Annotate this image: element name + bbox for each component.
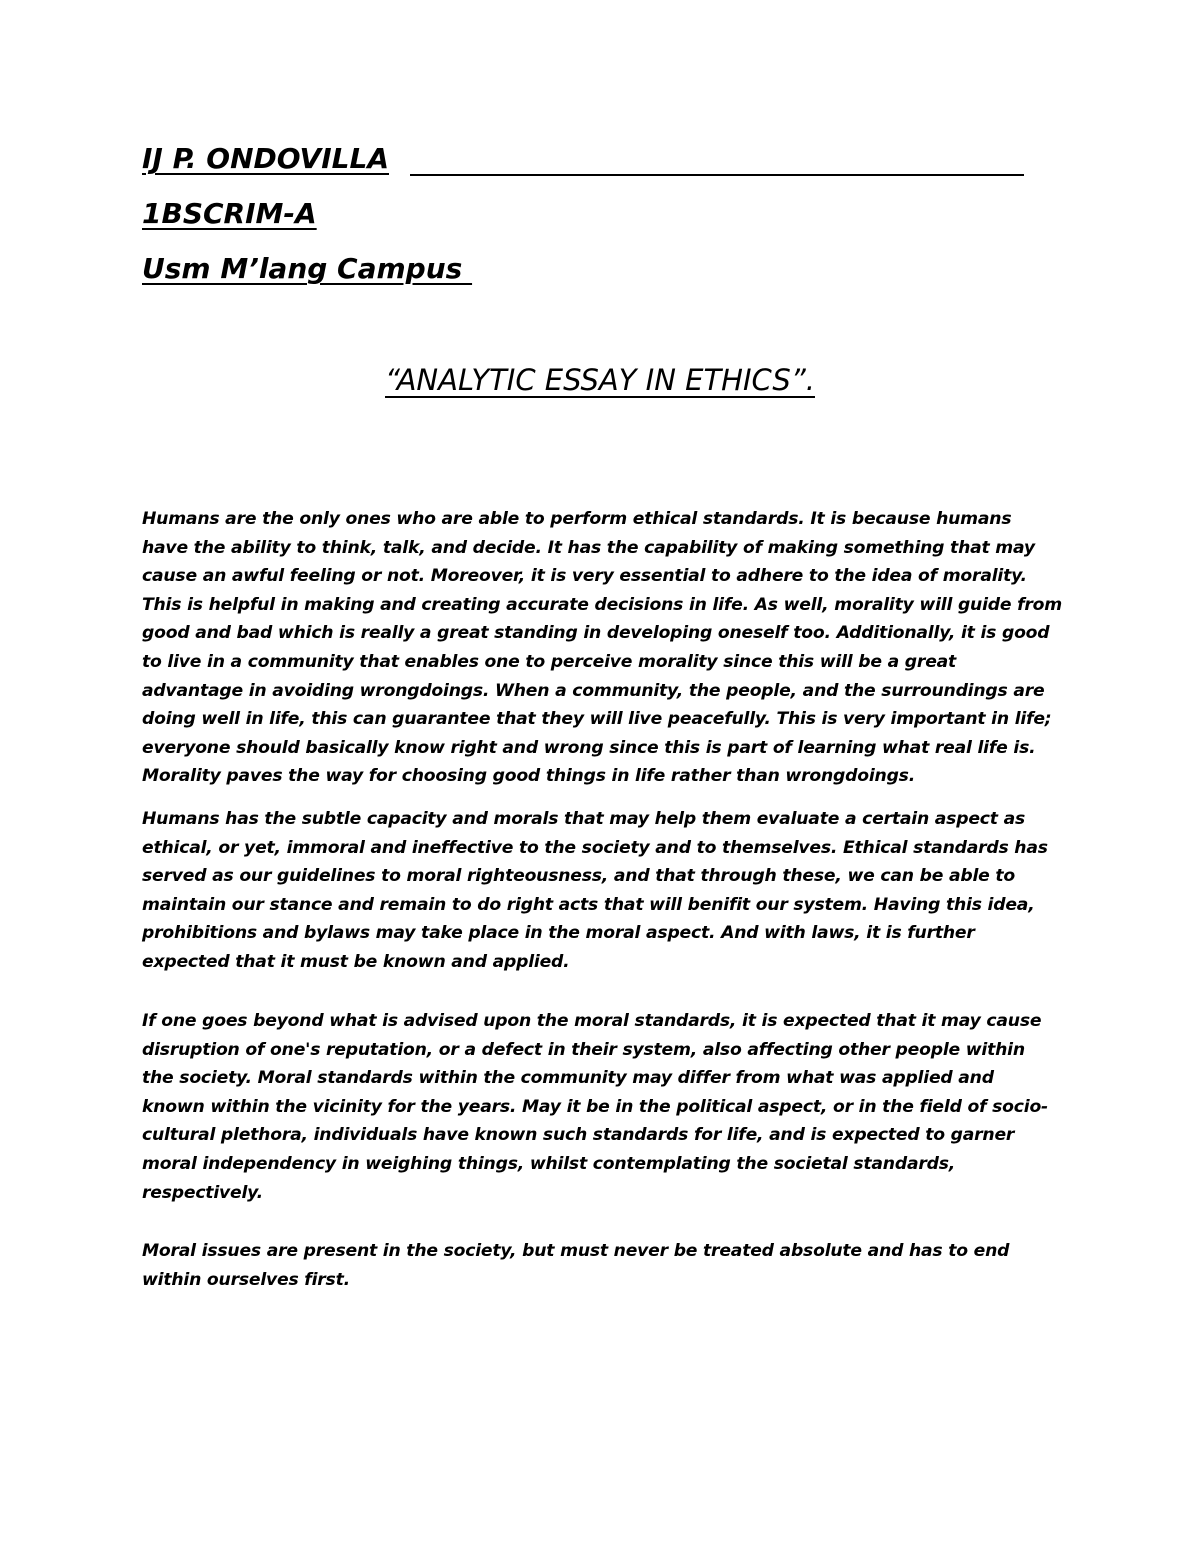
essay-paragraph-4: Moral issues are present in the society, but must never be treated absolute and has to end within ourselves first. <box>142 1241 1010 1290</box>
campus-name: Usm M’lang Campus <box>142 252 473 285</box>
essay-title: “ANALYTIC ESSAY IN ETHICS”. <box>385 363 815 397</box>
essay-paragraph-1: Humans are the only ones who are able to perform ethical standards. It is because humans have the ability to think, talk, and decide. It has the capability of making something that may cause an awful feeling or not. Moreover, it is very essential to adhere to the idea of morality. This is helpful in making and creating accurate decisions in life. As well, morality will guide from good and bad which is really a great standing in developing oneself too. Additionally, it is good to live in a community that enables one to perceive morality since this will be a great advantage in avoiding wrongdoings. When a community, the people, and the surroundings are doing well in life, this can guarantee that they will live peacefully. This is very important in life; everyone should basically know right and wrong since this is part of learning what real life is. Morality paves the way for choosing good things in life rather than wrongdoings. <box>142 509 1062 787</box>
essay-paragraph-3: If one goes beyond what is advised upon the moral standards, it is expected that it may cause disruption of one's reputation, or a defect in their system, also affecting other people within the society. Moral standards within the community may differ from what was applied and known within the vicinity for the years. May it be in the political aspect, or in the field of socio-cultural plethora, individuals have known such standards for life, and is expected to garner moral independency in weighing things, whilst contemplating the societal standards, respectively. <box>142 1011 1048 1203</box>
author-underline-rule <box>410 174 1024 176</box>
author-name: IJ P. ONDOVILLA <box>142 142 389 175</box>
section-name: 1BSCRIM-A <box>142 197 317 230</box>
essay-paragraph-2: Humans has the subtle capacity and morals that may help them evaluate a certain aspect as ethical, or yet, immoral and ineffective to the society and to themselves. Ethical standards has served as our guidelines to moral righteousness, and that through these, we can be able to maintain our stance and remain to do right acts that will benifit our system. Having this idea, prohibitions and bylaws may take place in the moral aspect. And with laws, it is further expected that it must be known and applied. <box>142 809 1048 972</box>
